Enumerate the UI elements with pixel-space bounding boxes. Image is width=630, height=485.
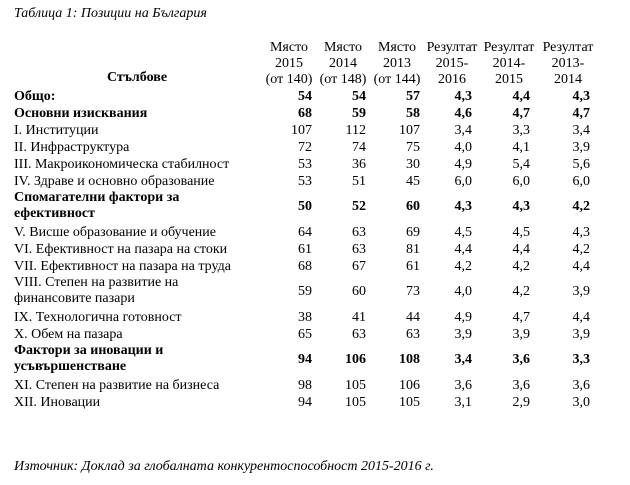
table-cell: 3,9 bbox=[454, 327, 472, 342]
table-cell: 64 bbox=[298, 225, 312, 240]
table-row bbox=[12, 258, 598, 275]
table-cell: 59 bbox=[298, 284, 312, 299]
table-cell: 63 bbox=[352, 242, 366, 257]
table-cell: 74 bbox=[352, 140, 366, 155]
table-row bbox=[12, 326, 598, 343]
table-cell: 4,7 bbox=[512, 310, 530, 325]
table-cell: 4,5 bbox=[454, 225, 472, 240]
table-cell: 57 bbox=[406, 89, 420, 104]
table-cell: 51 bbox=[352, 174, 366, 189]
table-cell: 107 bbox=[291, 123, 312, 138]
table-cell: 3,6 bbox=[512, 378, 530, 393]
table-cell: 6,0 bbox=[512, 174, 530, 189]
table-cell: 112 bbox=[345, 123, 366, 138]
table-cell: 94 bbox=[298, 352, 312, 367]
table-cell: 50 bbox=[298, 199, 312, 214]
table-cell: 3,9 bbox=[572, 284, 590, 299]
row-label: XII. Иновации bbox=[14, 395, 101, 410]
row-label: IX. Технологична готовност bbox=[14, 310, 182, 325]
table-cell: 68 bbox=[298, 259, 312, 274]
positions-table bbox=[12, 40, 598, 411]
table-cell: 3,4 bbox=[572, 123, 590, 138]
table-cell: 4,7 bbox=[572, 106, 590, 121]
table-cell: 4,4 bbox=[572, 310, 590, 325]
table-cell: 63 bbox=[406, 327, 420, 342]
table-cell: 3,3 bbox=[572, 352, 590, 367]
table-cell: 30 bbox=[406, 157, 420, 172]
table-cell: 38 bbox=[298, 310, 312, 325]
column-header: Място 2013 (от 144) bbox=[373, 40, 421, 87]
row-label: X. Обем на пазара bbox=[14, 327, 123, 342]
table-cell: 105 bbox=[345, 395, 366, 410]
table-cell: 4,4 bbox=[512, 242, 530, 257]
table-cell: 41 bbox=[352, 310, 366, 325]
column-header: Стълбове bbox=[106, 70, 168, 85]
table-cell: 94 bbox=[298, 395, 312, 410]
table-cell: 61 bbox=[406, 259, 420, 274]
table-cell: 3,1 bbox=[454, 395, 472, 410]
table-cell: 4,0 bbox=[454, 284, 472, 299]
row-label: XI. Степен на развитие на бизнеса bbox=[14, 378, 220, 393]
table-cell: 3,9 bbox=[572, 140, 590, 155]
table-row bbox=[12, 173, 598, 190]
table-cell: 3,6 bbox=[512, 352, 530, 367]
table-cell: 4,2 bbox=[572, 242, 590, 257]
table-cell: 81 bbox=[406, 242, 420, 257]
table-cell: 106 bbox=[399, 378, 420, 393]
column-header: Резултат 2013- 2014 bbox=[542, 40, 594, 87]
row-label: I. Институции bbox=[14, 123, 99, 138]
table-cell: 60 bbox=[406, 199, 420, 214]
table-cell: 68 bbox=[298, 106, 312, 121]
table-header-row bbox=[12, 40, 598, 88]
column-header: Място 2014 (от 148) bbox=[319, 40, 367, 87]
table-cell: 73 bbox=[406, 284, 420, 299]
row-label: VIII. Степен на развитие на финансовите пазари bbox=[14, 275, 179, 306]
table-cell: 59 bbox=[352, 106, 366, 121]
row-label: VI. Ефективност на пазара на стоки bbox=[14, 242, 228, 257]
table-cell: 4,3 bbox=[512, 199, 530, 214]
row-label: V. Висше образование и обучение bbox=[14, 225, 217, 240]
row-label: Общо: bbox=[14, 89, 56, 104]
table-cell: 4,4 bbox=[572, 259, 590, 274]
table-row bbox=[12, 377, 598, 394]
column-header: Място 2015 (от 140) bbox=[265, 40, 313, 87]
table-cell: 4,3 bbox=[454, 199, 472, 214]
row-label: VII. Ефективност на пазара на труда bbox=[14, 259, 231, 274]
table-cell: 4,2 bbox=[572, 199, 590, 214]
table-cell: 106 bbox=[345, 352, 366, 367]
row-label: III. Макроикономическа стабилност bbox=[14, 157, 230, 172]
table-row bbox=[12, 309, 598, 326]
table-row bbox=[12, 343, 598, 377]
table-cell: 4,9 bbox=[454, 157, 472, 172]
table-row bbox=[12, 88, 598, 105]
table-cell: 52 bbox=[352, 199, 366, 214]
table-cell: 4,2 bbox=[454, 259, 472, 274]
table-cell: 4,4 bbox=[454, 242, 472, 257]
table-cell: 3,9 bbox=[572, 327, 590, 342]
table-row bbox=[12, 156, 598, 173]
table-row bbox=[12, 190, 598, 224]
table-body bbox=[12, 88, 598, 411]
table-row bbox=[12, 224, 598, 241]
column-header: Резултат 2015- 2016 bbox=[426, 40, 478, 87]
table-cell: 3,4 bbox=[454, 123, 472, 138]
table-cell: 4,5 bbox=[512, 225, 530, 240]
table-cell: 3,0 bbox=[572, 395, 590, 410]
table-row bbox=[12, 275, 598, 309]
table-cell: 67 bbox=[352, 259, 366, 274]
table-cell: 36 bbox=[352, 157, 366, 172]
table-cell: 5,4 bbox=[512, 157, 530, 172]
table-cell: 4,0 bbox=[454, 140, 472, 155]
row-label: Основни изисквания bbox=[14, 106, 148, 121]
row-label: II. Инфраструктура bbox=[14, 140, 130, 155]
table-cell: 4,6 bbox=[454, 106, 472, 121]
table-cell: 54 bbox=[298, 89, 312, 104]
table-cell: 61 bbox=[298, 242, 312, 257]
table-cell: 60 bbox=[352, 284, 366, 299]
table-cell: 58 bbox=[406, 106, 420, 121]
table-cell: 107 bbox=[399, 123, 420, 138]
table-row bbox=[12, 105, 598, 122]
table-cell: 75 bbox=[406, 140, 420, 155]
row-label: IV. Здраве и основно образование bbox=[14, 174, 215, 189]
column-header: Резултат 2014- 2015 bbox=[483, 40, 535, 87]
row-label: Фактори за иновации и усъвършенстване bbox=[14, 343, 164, 374]
table-cell: 3,6 bbox=[572, 378, 590, 393]
table-cell: 45 bbox=[406, 174, 420, 189]
table-cell: 4,9 bbox=[454, 310, 472, 325]
table-cell: 3,3 bbox=[512, 123, 530, 138]
table-cell: 63 bbox=[352, 225, 366, 240]
table-caption: Таблица 1: Позиции на България bbox=[14, 6, 207, 21]
table-cell: 4,2 bbox=[512, 259, 530, 274]
table-cell: 98 bbox=[298, 378, 312, 393]
table-cell: 4,3 bbox=[572, 89, 590, 104]
table-row bbox=[12, 139, 598, 156]
table-cell: 3,6 bbox=[454, 378, 472, 393]
table-cell: 69 bbox=[406, 225, 420, 240]
table-cell: 65 bbox=[298, 327, 312, 342]
table-cell: 44 bbox=[406, 310, 420, 325]
row-label: Спомагателни фактори за ефективност bbox=[14, 190, 180, 221]
table-cell: 54 bbox=[352, 89, 366, 104]
table-cell: 63 bbox=[352, 327, 366, 342]
table-cell: 53 bbox=[298, 157, 312, 172]
table-cell: 105 bbox=[399, 395, 420, 410]
table-cell: 53 bbox=[298, 174, 312, 189]
table-cell: 2,9 bbox=[512, 395, 530, 410]
table-row bbox=[12, 122, 598, 139]
table-cell: 6,0 bbox=[454, 174, 472, 189]
table-cell: 4,3 bbox=[454, 89, 472, 104]
table-cell: 4,2 bbox=[512, 284, 530, 299]
table-cell: 3,9 bbox=[512, 327, 530, 342]
table-cell: 105 bbox=[345, 378, 366, 393]
table-cell: 4,7 bbox=[512, 106, 530, 121]
table-cell: 4,3 bbox=[572, 225, 590, 240]
table-cell: 72 bbox=[298, 140, 312, 155]
table-cell: 108 bbox=[399, 352, 420, 367]
source-note: Източник: Доклад за глобалната конкурентоспособност 2015-2016 г. bbox=[14, 459, 434, 474]
table-row bbox=[12, 241, 598, 258]
table-cell: 5,6 bbox=[572, 157, 590, 172]
table-row bbox=[12, 394, 598, 411]
table-cell: 4,4 bbox=[512, 89, 530, 104]
table-cell: 4,1 bbox=[512, 140, 530, 155]
table-cell: 3,4 bbox=[454, 352, 472, 367]
table-cell: 6,0 bbox=[572, 174, 590, 189]
